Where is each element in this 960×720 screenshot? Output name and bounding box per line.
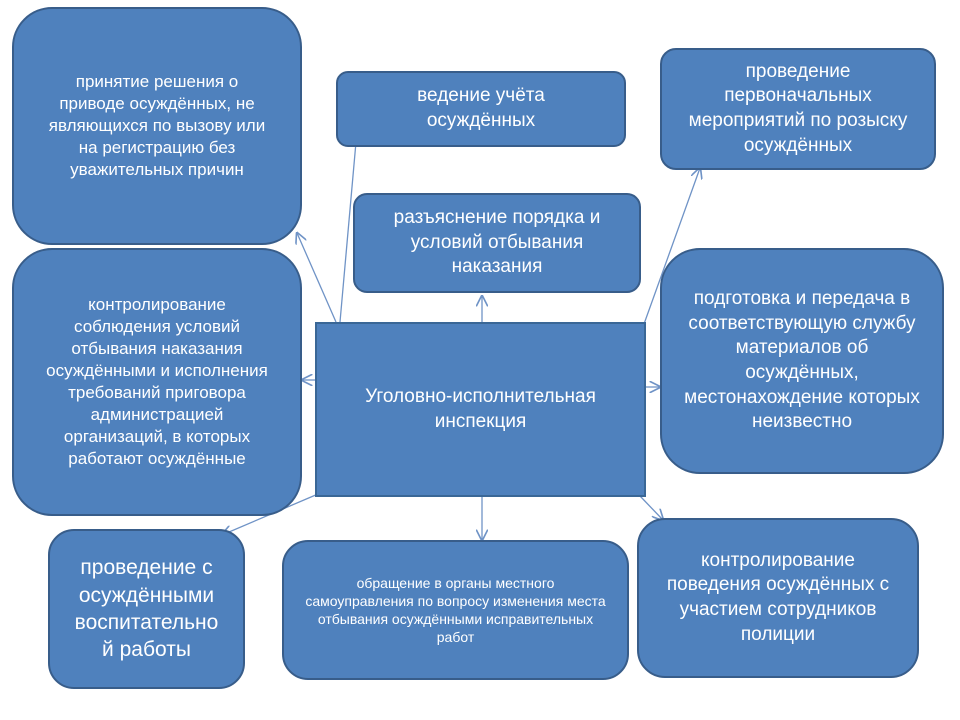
node-kontrol-povedeniya-label: контролирование поведения осуждённых с участием сотрудников полиции — [666, 549, 890, 645]
node-rozysk-label: проведение первоначальных мероприятий по розыску осуждённых — [688, 60, 908, 156]
node-kontrol-usloviy — [12, 248, 302, 516]
node-uchet-label: ведение учёта осуждённых — [417, 85, 545, 131]
node-podgotovka — [660, 248, 944, 474]
connector-to-kontrol-povedeniya — [640, 496, 663, 520]
node-razyasnenie — [353, 193, 641, 293]
node-razyasnenie-label: разъяснение порядка и условий отбывания наказания — [393, 206, 601, 278]
node-vospitanie-label: проведение с осуждёнными воспитательной работы — [74, 556, 219, 662]
connector-to-privod — [297, 233, 336, 322]
node-rozysk — [660, 48, 936, 170]
node-kontrol-povedeniya — [637, 518, 919, 678]
node-uchet — [336, 71, 626, 147]
center-node-inspection — [315, 322, 646, 497]
node-obrashchenie — [282, 540, 629, 680]
node-privod-decision — [12, 7, 302, 245]
node-privod-decision-label: принятие решения о приводе осуждённых, не являющихся по вызову или на регистрацию без уважительных причин — [48, 71, 266, 180]
node-vospitanie — [48, 529, 245, 689]
node-kontrol-usloviy-label: контролирование соблюдения условий отбывания наказания осуждёнными и исполнения требований приговора администрацией организаций, в которых работают осуждённые — [46, 294, 268, 469]
node-podgotovka-label: подготовка и передача в соответствующую службу материалов об осуждённых, местонахождение которых неизвестно — [684, 287, 920, 433]
node-obrashchenie-label: обращение в органы местного самоуправления по вопросу изменения места отбывания осуждёнными исправительных работ — [305, 574, 606, 646]
center-node-label: Уголовно-исполнительная инспекция — [365, 385, 596, 432]
